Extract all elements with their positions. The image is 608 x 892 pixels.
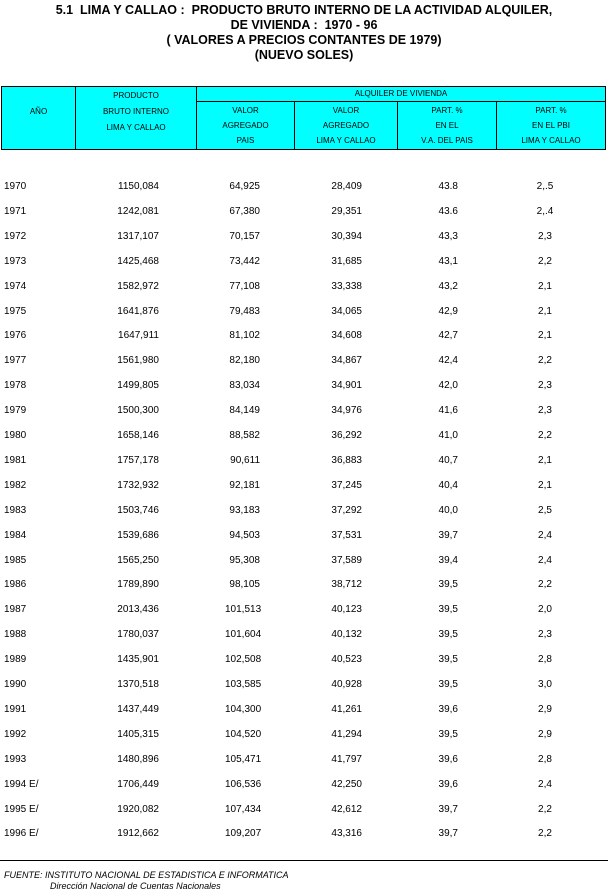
part-va-cell: 39,4 [438, 555, 458, 566]
table-row [0, 403, 608, 419]
part-va-cell: 42,7 [438, 330, 458, 341]
pbi-cell: 1405,315 [117, 729, 159, 740]
va-lima-cell: 34,867 [331, 355, 362, 366]
header-va-pais-1: VALOR [232, 106, 259, 115]
va-pais-cell: 109,207 [225, 828, 262, 839]
table-row [0, 727, 608, 743]
table-row [0, 428, 608, 444]
va-lima-cell: 34,065 [331, 306, 362, 317]
va-lima-cell: 40,123 [331, 604, 362, 615]
va-pais-cell: 98,105 [229, 579, 260, 590]
va-pais-cell: 92,181 [229, 480, 260, 491]
va-lima-cell: 34,976 [331, 405, 362, 416]
va-pais-cell: 104,520 [225, 729, 262, 740]
year-cell: 1978 [4, 380, 27, 391]
year-cell: 1989 [4, 654, 27, 665]
header-group-label: ALQUILER DE VIVIENDA [354, 89, 448, 98]
title-line-3: ( VALORES A PRECIOS CONTANTES DE 1979) [166, 33, 442, 47]
pbi-cell: 1912,662 [117, 828, 159, 839]
va-lima-cell: 41,294 [331, 729, 362, 740]
header-pbi-line-2: BRUTO INTERNO [102, 107, 170, 116]
part-pbi-cell: 2,0 [538, 604, 552, 615]
pbi-cell: 2013,436 [117, 604, 159, 615]
part-pbi-cell: 2,.4 [536, 206, 554, 217]
table-row [0, 254, 608, 270]
va-pais-cell: 83,034 [229, 380, 260, 391]
table-row [0, 752, 608, 768]
title-line-1: 5.1 LIMA Y CALLAO : PRODUCTO BRUTO INTERNO DE LA ACTIVIDAD ALQUILER, [55, 3, 553, 17]
part-pbi-cell: 2,3 [538, 405, 552, 416]
source-note [4, 870, 289, 892]
part-pbi-cell: 2,9 [538, 704, 552, 715]
part-va-cell: 39,7 [438, 530, 458, 541]
va-pais-cell: 70,157 [229, 231, 260, 242]
year-cell: 1980 [4, 430, 27, 441]
header-part-va-3: V.A. DEL PAIS [421, 136, 473, 145]
va-pais-cell: 84,149 [229, 405, 260, 416]
pbi-cell: 1317,107 [117, 231, 159, 242]
va-lima-cell: 38,712 [331, 579, 362, 590]
pbi-cell: 1539,686 [117, 530, 159, 541]
va-lima-cell: 37,245 [331, 480, 362, 491]
part-pbi-cell: 2,2 [538, 430, 552, 441]
pbi-cell: 1789,890 [117, 579, 159, 590]
part-pbi-cell: 2,2 [538, 804, 552, 815]
table-row [0, 677, 608, 693]
header-va-pais-2: AGREGADO [222, 121, 269, 130]
va-lima-cell: 42,612 [331, 804, 362, 815]
part-va-cell: 39,5 [438, 654, 458, 665]
part-pbi-cell: 2,4 [538, 530, 552, 541]
part-va-cell: 39,5 [438, 579, 458, 590]
pbi-cell: 1242,081 [117, 206, 159, 217]
va-pais-cell: 90,611 [230, 455, 260, 466]
header-part-pbi-1: PART. % [535, 106, 567, 115]
part-va-cell: 40,4 [438, 480, 458, 491]
pbi-cell: 1503,746 [117, 505, 159, 516]
pbi-cell: 1732,932 [117, 480, 159, 491]
table-row [0, 378, 608, 394]
year-cell: 1996 E/ [4, 828, 39, 839]
part-pbi-cell: 2,3 [538, 629, 552, 640]
source-line-1: FUENTE: INSTITUTO NACIONAL DE ESTADISTICA E INFORMATICA [4, 870, 289, 880]
part-va-cell: 42,4 [438, 355, 458, 366]
part-pbi-cell: 2,2 [538, 256, 552, 267]
pbi-cell: 1641,876 [117, 306, 159, 317]
pbi-cell: 1561,980 [117, 355, 159, 366]
header-pbi-line-1: PRODUCTO [113, 91, 159, 100]
title-line-2: DE VIVIENDA : 1970 - 96 [230, 18, 378, 32]
part-va-cell: 39,6 [438, 704, 458, 715]
part-va-cell: 41,6 [438, 405, 458, 416]
part-pbi-cell: 2,1 [538, 455, 552, 466]
va-pais-cell: 77,108 [229, 281, 260, 292]
part-va-cell: 40,7 [438, 455, 458, 466]
va-pais-cell: 79,483 [229, 306, 260, 317]
pbi-cell: 1920,082 [117, 804, 159, 815]
part-va-cell: 42,9 [438, 306, 458, 317]
part-va-cell: 43.6 [438, 206, 458, 217]
va-lima-cell: 36,883 [331, 455, 362, 466]
va-pais-cell: 82,180 [229, 355, 260, 366]
part-pbi-cell: 2,2 [538, 355, 552, 366]
part-pbi-cell: 3,0 [538, 679, 552, 690]
pbi-cell: 1658,146 [117, 430, 159, 441]
part-pbi-cell: 2,4 [538, 555, 552, 566]
va-pais-cell: 64,925 [229, 181, 260, 192]
part-pbi-cell: 2,1 [538, 281, 552, 292]
year-cell: 1991 [4, 704, 27, 715]
part-va-cell: 43,3 [438, 231, 458, 242]
year-cell: 1972 [4, 231, 27, 242]
table-row [0, 627, 608, 643]
year-cell: 1988 [4, 629, 27, 640]
part-va-cell: 43,2 [438, 281, 458, 292]
table-row [0, 602, 608, 618]
table-row [0, 826, 608, 842]
year-cell: 1970 [4, 181, 27, 192]
part-pbi-cell: 2,8 [538, 654, 552, 665]
table-row [0, 179, 608, 195]
table-title [0, 3, 608, 63]
va-pais-cell: 104,300 [225, 704, 262, 715]
part-va-cell: 43.8 [438, 181, 458, 192]
year-cell: 1974 [4, 281, 27, 292]
part-va-cell: 39,7 [438, 828, 458, 839]
year-cell: 1984 [4, 530, 27, 541]
year-cell: 1983 [4, 505, 27, 516]
table-row [0, 652, 608, 668]
year-cell: 1977 [4, 355, 27, 366]
part-va-cell: 39,5 [438, 604, 458, 615]
part-va-cell: 39,5 [438, 629, 458, 640]
va-pais-cell: 107,434 [225, 804, 262, 815]
table-row [0, 229, 608, 245]
header-va-pais-3: PAIS [236, 136, 255, 145]
va-lima-cell: 42,250 [331, 779, 362, 790]
year-cell: 1987 [4, 604, 27, 615]
pbi-cell: 1780,037 [117, 629, 159, 640]
part-pbi-cell: 2,4 [538, 779, 552, 790]
va-lima-cell: 41,261 [331, 704, 362, 715]
pbi-cell: 1565,250 [117, 555, 159, 566]
table-row [0, 328, 608, 344]
year-cell: 1975 [4, 306, 27, 317]
pbi-cell: 1757,178 [117, 455, 159, 466]
va-pais-cell: 88,582 [229, 430, 260, 441]
pbi-cell: 1500,300 [117, 405, 159, 416]
header-pbi-line-3: LIMA Y CALLAO [106, 123, 166, 132]
va-lima-cell: 40,132 [331, 629, 362, 640]
year-cell: 1992 [4, 729, 27, 740]
header-va-lima-2: AGREGADO [322, 121, 370, 130]
pbi-cell: 1647,911 [118, 330, 159, 341]
pbi-cell: 1425,468 [117, 256, 159, 267]
part-pbi-cell: 2,1 [538, 330, 552, 341]
pbi-cell: 1150,084 [118, 181, 159, 192]
part-pbi-cell: 2,.5 [536, 181, 554, 192]
table-row [0, 777, 608, 793]
va-pais-cell: 101,604 [225, 629, 262, 640]
va-pais-cell: 105,471 [225, 754, 262, 765]
va-pais-cell: 106,536 [225, 779, 262, 790]
year-cell: 1993 [4, 754, 27, 765]
header-part-pbi-3: LIMA Y CALLAO [521, 136, 581, 145]
part-pbi-cell: 2,2 [538, 828, 552, 839]
year-cell: 1981 [4, 455, 27, 466]
va-lima-cell: 31,685 [331, 256, 362, 267]
part-pbi-cell: 2,2 [538, 579, 552, 590]
table-row [0, 553, 608, 569]
part-pbi-cell: 2,3 [538, 231, 552, 242]
year-cell: 1982 [4, 480, 27, 491]
table-row [0, 702, 608, 718]
part-va-cell: 39,5 [438, 729, 458, 740]
va-lima-cell: 37,589 [331, 555, 362, 566]
header-va-lima-3: LIMA Y CALLAO [316, 136, 376, 145]
pbi-cell: 1370,518 [117, 679, 159, 690]
va-lima-cell: 37,531 [331, 530, 362, 541]
part-pbi-cell: 2,8 [538, 754, 552, 765]
source-line-2: Dirección Nacional de Cuentas Nacionales [50, 881, 221, 891]
va-lima-cell: 29,351 [331, 206, 362, 217]
year-cell: 1985 [4, 555, 27, 566]
va-lima-cell: 28,409 [331, 181, 362, 192]
part-va-cell: 39,6 [438, 779, 458, 790]
part-va-cell: 42,0 [438, 380, 458, 391]
part-pbi-cell: 2,1 [538, 480, 552, 491]
table-header [1, 86, 606, 150]
table-row [0, 279, 608, 295]
va-lima-cell: 40,523 [331, 654, 362, 665]
part-va-cell: 40,0 [438, 505, 458, 516]
va-pais-cell: 101,513 [225, 604, 262, 615]
table-row [0, 503, 608, 519]
header-va-lima-1: VALOR [332, 106, 360, 115]
va-pais-cell: 73,442 [229, 256, 260, 267]
year-cell: 1986 [4, 579, 27, 590]
va-lima-cell: 36,292 [331, 430, 362, 441]
table-row [0, 304, 608, 320]
pbi-cell: 1499,805 [117, 380, 159, 391]
va-pais-cell: 81,102 [229, 330, 260, 341]
pbi-cell: 1706,449 [117, 779, 159, 790]
part-va-cell: 41,0 [438, 430, 458, 441]
part-va-cell: 43,1 [438, 256, 458, 267]
year-cell: 1990 [4, 679, 27, 690]
year-cell: 1994 E/ [4, 779, 39, 790]
va-pais-cell: 93,183 [229, 505, 260, 516]
year-cell: 1976 [4, 330, 27, 341]
header-part-va-2: EN EL [435, 121, 459, 130]
va-lima-cell: 43,316 [331, 828, 362, 839]
pbi-cell: 1435,901 [117, 654, 159, 665]
va-lima-cell: 37,292 [331, 505, 362, 516]
header-bottom-border [1, 149, 606, 150]
table-row [0, 453, 608, 469]
part-pbi-cell: 2,5 [538, 505, 552, 516]
va-pais-cell: 95,308 [229, 555, 260, 566]
header-year: AÑO [29, 107, 48, 116]
footer-divider [0, 860, 608, 861]
table-row [0, 204, 608, 220]
table-row [0, 528, 608, 544]
va-lima-cell: 40,928 [331, 679, 362, 690]
part-pbi-cell: 2,9 [538, 729, 552, 740]
year-cell: 1979 [4, 405, 27, 416]
year-cell: 1971 [4, 206, 27, 217]
table-row [0, 478, 608, 494]
table-row [0, 577, 608, 593]
year-cell: 1973 [4, 256, 27, 267]
va-lima-cell: 41,797 [331, 754, 362, 765]
part-va-cell: 39,6 [438, 754, 458, 765]
header-part-pbi-2: EN EL PBI [532, 121, 570, 130]
part-va-cell: 39,7 [438, 804, 458, 815]
table-row [0, 802, 608, 818]
va-pais-cell: 67,380 [229, 206, 260, 217]
va-lima-cell: 33,338 [331, 281, 362, 292]
va-lima-cell: 34,901 [331, 380, 362, 391]
pbi-cell: 1437,449 [117, 704, 159, 715]
part-va-cell: 39,5 [438, 679, 458, 690]
va-lima-cell: 30,394 [331, 231, 362, 242]
pbi-cell: 1480,896 [117, 754, 159, 765]
header-part-va-1: PART. % [431, 106, 463, 115]
pbi-cell: 1582,972 [117, 281, 159, 292]
header-right-border [605, 86, 606, 150]
part-pbi-cell: 2,1 [538, 306, 552, 317]
va-pais-cell: 103,585 [225, 679, 262, 690]
title-line-4: (NUEVO SOLES) [254, 48, 354, 62]
va-pais-cell: 94,503 [229, 530, 260, 541]
va-lima-cell: 34,608 [331, 330, 362, 341]
table-row [0, 353, 608, 369]
va-pais-cell: 102,508 [225, 654, 262, 665]
year-cell: 1995 E/ [4, 804, 39, 815]
part-pbi-cell: 2,3 [538, 380, 552, 391]
